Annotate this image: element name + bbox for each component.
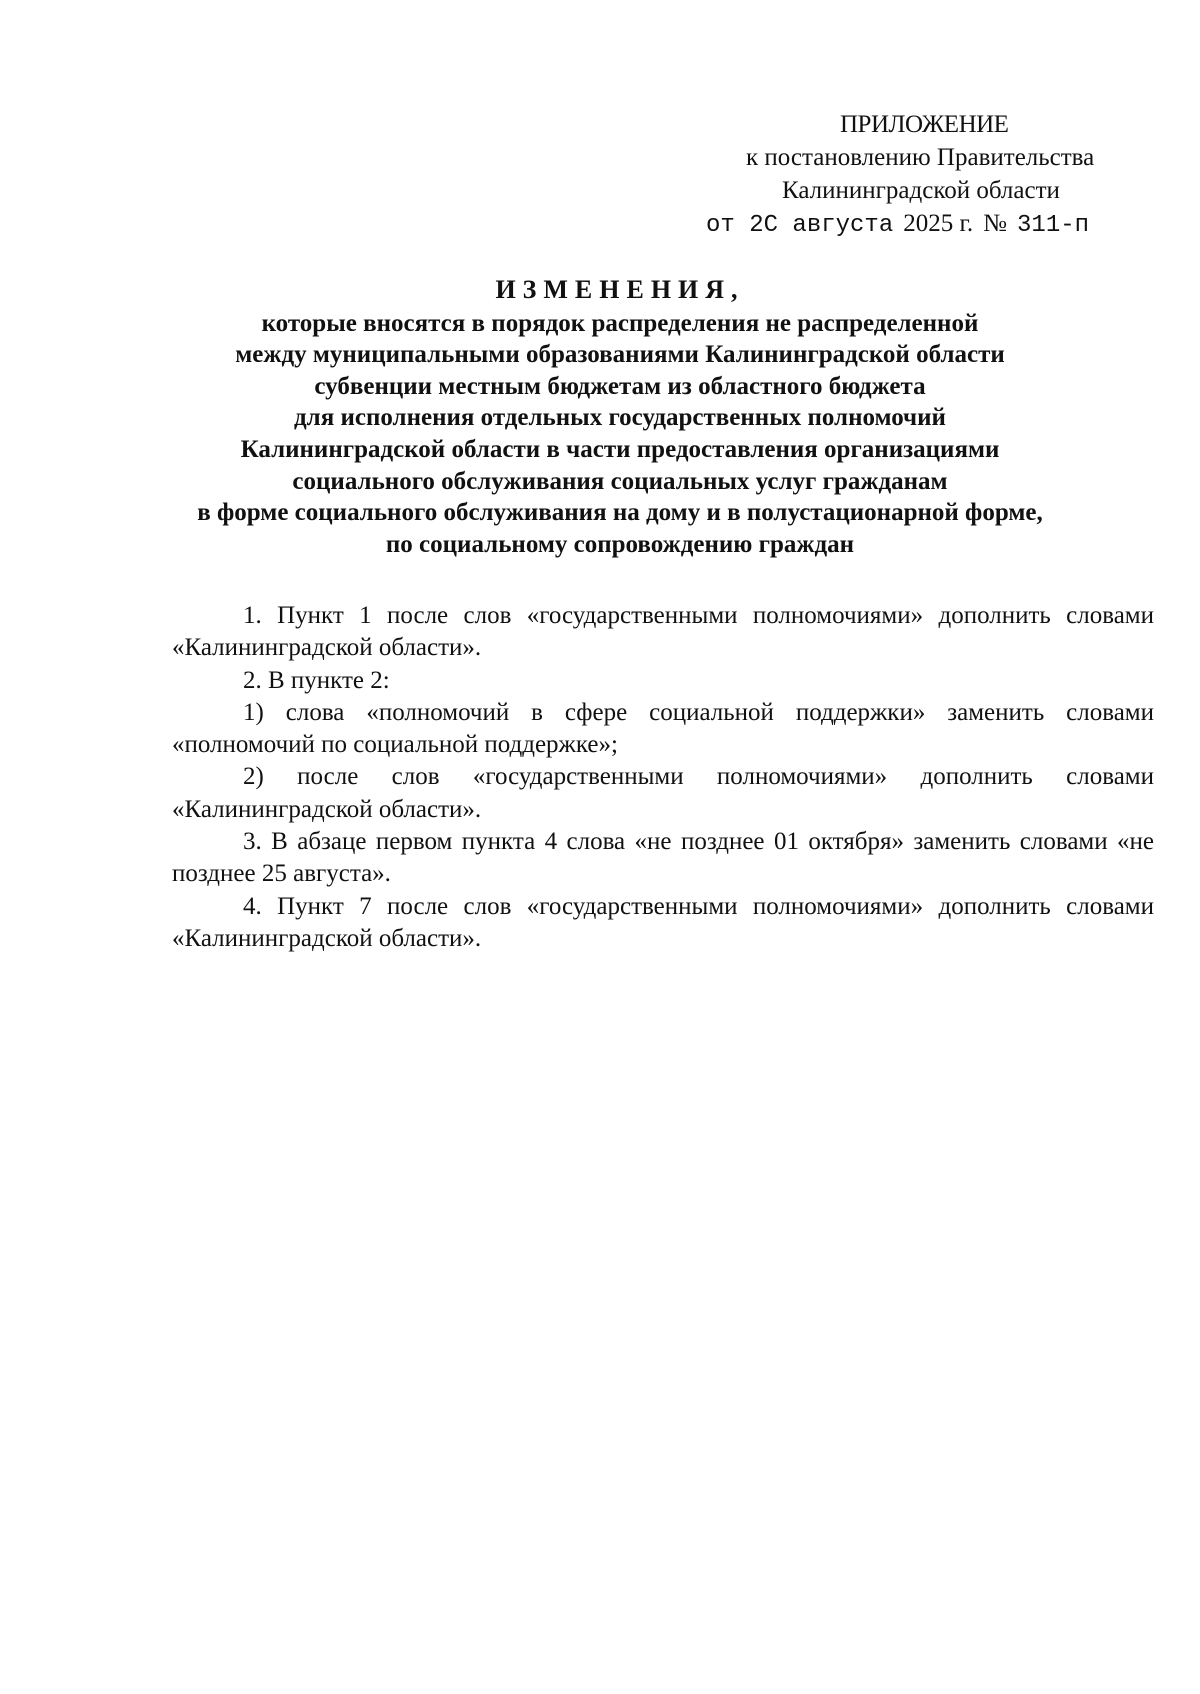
heading-subtitle-line: в форме социального обслуживания на дому и в полустационарной форме, [197, 499, 1043, 527]
heading-subtitle-line: для исполнения отдельных государственных полномочий [294, 404, 946, 432]
paragraph-subitem-2-2: 2) после слов «государственными полномочиями» дополнить словами «Калининградской области». [172, 763, 1154, 823]
paragraph-item-1: 1. Пункт 1 после слов «государственными полномочиями» дополнить словами «Калининградской области». [172, 602, 1154, 662]
heading-subtitle-line: между муниципальными образованиями Калининградской области [235, 341, 1005, 369]
paragraph-item-2: 2. В пункте 2: [243, 666, 390, 694]
document-title: ИЗМЕНЕНИЯ, [495, 275, 745, 304]
appendix-number: 311-п [1017, 212, 1090, 239]
appendix-reference: к постановлению Правительства [746, 144, 1095, 171]
heading-subtitle-line: Калининградской области в части предоставления организациями [240, 435, 1000, 463]
document-heading [120, 274, 1120, 560]
document-body [172, 600, 1154, 955]
appendix-date-number [706, 207, 1089, 242]
appendix-title: ПРИЛОЖЕНИЕ [840, 111, 1009, 138]
appendix-number-sign: № [983, 210, 1008, 237]
appendix-year: 2025 г. [903, 210, 974, 237]
appendix-region: Калининградской области [782, 177, 1060, 204]
paragraph-subitem-2-1: 1) слова «полномочий в сфере социальной поддержки» заменить словами «полномочий по социальной поддержке»; [172, 698, 1154, 759]
heading-subtitle-line: субвенции местным бюджетам из областного бюджета [314, 372, 926, 400]
heading-subtitle-line: социального обслуживания социальных услуг гражданам [292, 467, 948, 495]
paragraph-item-3: 3. В абзаце первом пункта 4 слова «не позднее 01 октября» заменить словами «не позднее 25 августа». [172, 828, 1154, 888]
heading-subtitle-line: которые вносятся в порядок распределения не распределенной [261, 309, 979, 337]
heading-subtitle-line: по социальному сопровождению граждан [385, 530, 855, 558]
paragraph-item-4: 4. Пункт 7 после слов «государственными полномочиями» дополнить словами «Калининградской области». [172, 892, 1154, 952]
appendix-date: от 2С августа [706, 212, 894, 239]
